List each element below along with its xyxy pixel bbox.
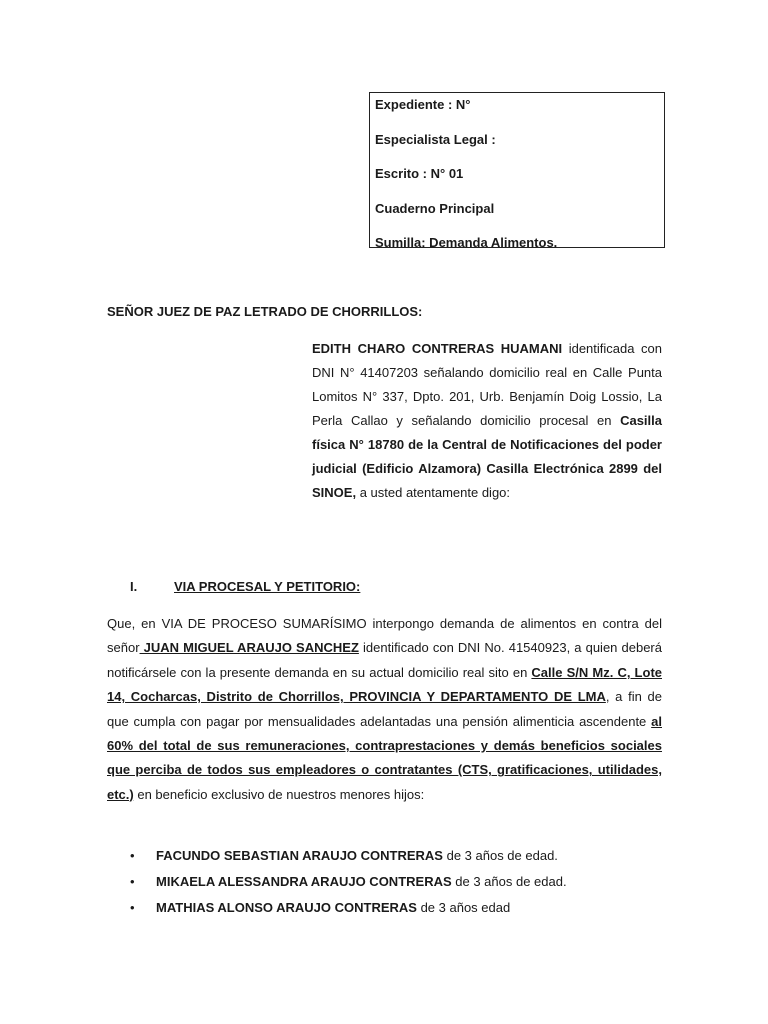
especialista-label: Especialista Legal : — [375, 131, 496, 147]
bullet-icon: • — [130, 848, 135, 863]
plaintiff-intro — [312, 337, 662, 505]
list-item — [130, 871, 567, 897]
child-age: de 3 años de edad. — [442, 848, 558, 863]
child-name: FACUNDO SEBASTIAN ARAUJO CONTRERAS — [156, 848, 443, 863]
bullet-icon: • — [130, 900, 135, 915]
defendant-address: Calle S/N Mz. C, Lote 14, Cocharcas, Distrito de Chorrillos, PROVINCIA Y DEPARTAMENTO DE LMA — [107, 664, 662, 705]
cuaderno-label: Cuaderno Principal — [375, 200, 495, 216]
section-heading — [130, 579, 360, 594]
child-name: MIKAELA ALESSANDRA ARAUJO CONTRERAS — [156, 874, 452, 889]
procedural-addresses: Casilla física N° 18780 de la Central de Notificaciones del poder judicial (Edificio Alzamora) Casilla Electrónica 2899 del SINOE, — [312, 413, 662, 500]
child-name: MATHIAS ALONSO ARAUJO CONTRERAS — [156, 900, 417, 915]
intro-text-2: a usted atentamente digo: — [356, 485, 511, 500]
escrito-label: Escrito : N° 01 — [375, 166, 464, 181]
defendant-name: JUAN MIGUEL ARAUJO SANCHEZ — [139, 640, 359, 656]
petition-text-3: , a fin de que cumpla con pagar por mensualidades adelantadas una pensión alimenticia ascendente — [107, 689, 662, 729]
list-item — [130, 845, 567, 871]
child-age: de 3 años de edad. — [451, 874, 567, 889]
children-list — [130, 845, 567, 923]
judge-salutation: SEÑOR JUEZ DE PAZ LETRADO DE CHORRILLOS: — [107, 304, 423, 319]
list-item — [130, 897, 567, 923]
case-info-box — [369, 92, 665, 248]
section-title: VIA PROCESAL Y PETITORIO: — [174, 579, 361, 594]
petition-text-4: en beneficio exclusivo de nuestros menores hijos: — [133, 786, 425, 802]
child-age: de 3 años edad — [416, 900, 511, 915]
sumilla-label: Sumilla: Demanda Alimentos. — [375, 235, 558, 250]
petition-text-2: identificado con DNI No. 41540923, a quien deberá notificársele con la presente demanda en su actual domicilio real sito en — [107, 640, 662, 680]
plaintiff-name: EDITH CHARO CONTRERAS HUAMANI — [312, 341, 563, 356]
expediente-label: Expediente : N° — [375, 97, 471, 112]
alimony-amount: al 60% del total de sus remuneraciones, contraprestaciones y demás beneficios sociales que perciba de todos sus empleadores o contratantes (CTS, gratificaciones, utilidades, etc.) — [107, 713, 662, 802]
intro-text-1: identificada con DNI N° 41407203 señalando domicilio real en Calle Punta Lomitos N° 337, Dpto. 201, Urb. Benjamín Doig Lossio, La Perla Callao y señalando domicilio procesal en — [312, 341, 663, 428]
petition-text-1: Que, en VIA DE PROCESO SUMARÍSIMO interpongo demanda de alimentos en contra del señor — [107, 616, 662, 656]
bullet-icon: • — [130, 874, 135, 889]
petition-paragraph — [107, 612, 662, 807]
section-number: I. — [130, 579, 138, 594]
